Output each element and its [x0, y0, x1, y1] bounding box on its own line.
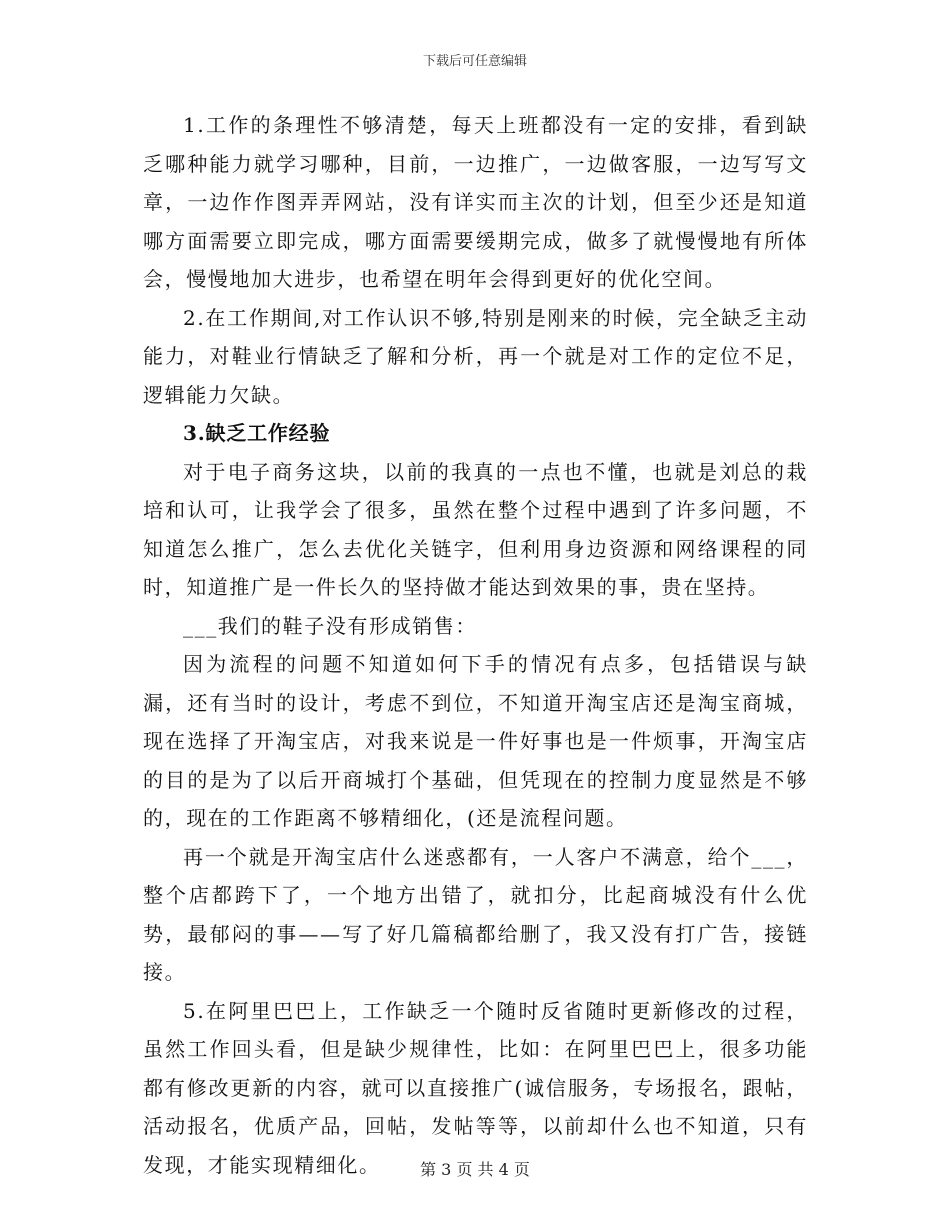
section-heading: 3.缺乏工作经验 — [183, 421, 331, 445]
paragraph-4: ___我们的鞋子没有形成销售： — [183, 613, 477, 638]
paragraph-2: 2.在工作期间,对工作认识不够,特别是刚来的时候，完全缺乏主动能力，对鞋业行情缺乏了解和分析，再一个就是对工作的定位不足，逻辑能力欠缺。 — [143, 305, 808, 407]
paragraph-6: 再一个就是开淘宝店什么迷惑都有，一人客户不满意，给个___，整个店都跨下了，一个地方出错了，就扣分，比起商城没有什么优势，最郁闷的事——写了好几篇稿都给删了，我又没有打广告，接链接。 — [143, 844, 808, 984]
page-header: 下载后可任意编辑 — [422, 54, 527, 69]
paragraph-7: 5.在阿里巴巴上，工作缺乏一个随时反省随时更新修改的过程，虽然工作回头看，但是缺少规律性，比如：在阿里巴巴上，很多功能都有修改更新的内容，就可以直接推广(诚信服务，专场报名，跟帖，活动报名，优质产品，回帖，发帖等等，以前却什么也不知道，只有发现，才能实现精细化。 — [143, 998, 808, 1177]
paragraph-1: 1.工作的条理性不够清楚，每天上班都没有一定的安排，看到缺乏哪种能力就学习哪种，目前，一边推广，一边做客服，一边写写文章，一边作作图弄弄网站，没有详实而主次的计划，但至少还是知道哪方面需要立即完成，哪方面需要缓期完成，做多了就慢慢地有所体会，慢慢地加大进步，也希望在明年会得到更好的优化空间。 — [143, 113, 808, 291]
document-body — [143, 106, 808, 1184]
page-number: 第 3 页 共 4 页 — [420, 1160, 530, 1179]
paragraph-5: 因为流程的问题不知道如何下手的情况有点多，包括错误与缺漏，还有当时的设计，考虑不到位，不知道开淘宝店还是淘宝商城，现在选择了开淘宝店，对我来说是一件好事也是一件烦事，开淘宝店的目的是为了以后开商城打个基础，但凭现在的控制力度显然是不够的，现在的工作距离不够精细化，(还是流程问题。 — [143, 652, 808, 830]
paragraph-3: 对于电子商务这块，以前的我真的一点也不懂，也就是刘总的栽培和认可，让我学会了很多，虽然在整个过程中遇到了许多问题，不知道怎么推广，怎么去优化关链字，但利用身边资源和网络课程的同时，知道推广是一件长久的坚持做才能达到效果的事，贵在坚持。 — [143, 459, 808, 599]
